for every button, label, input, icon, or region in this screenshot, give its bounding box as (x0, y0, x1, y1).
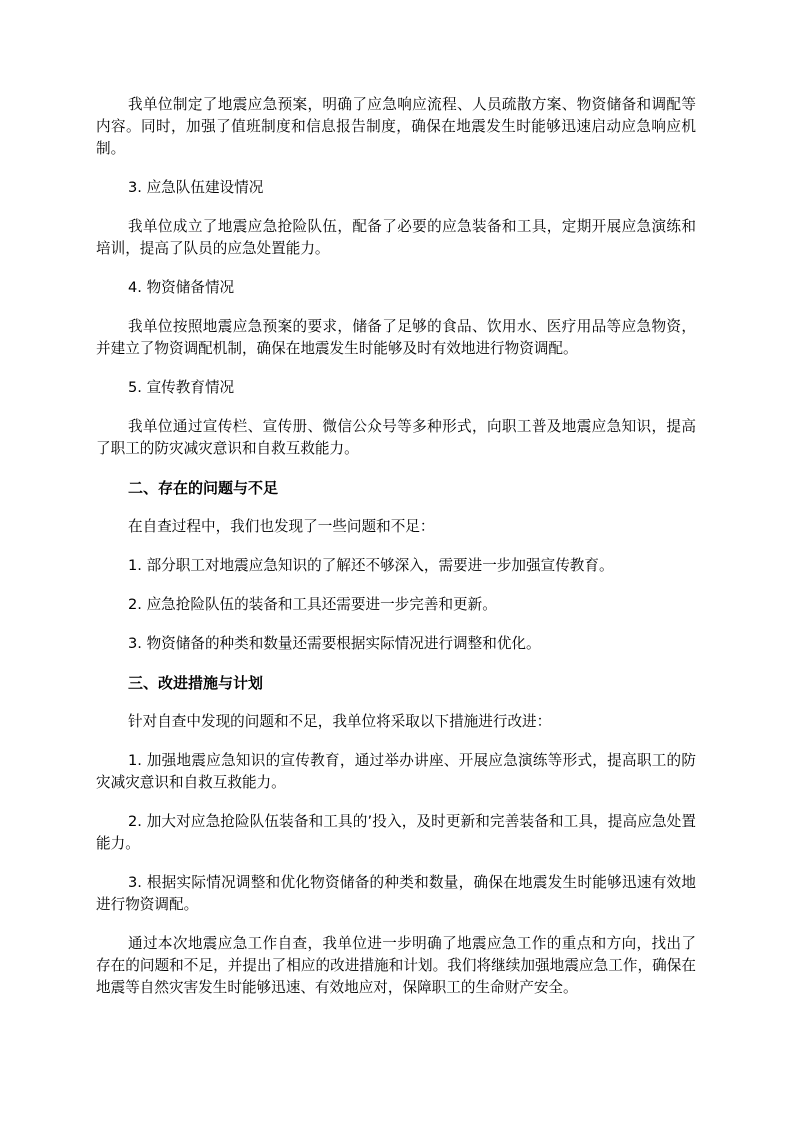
subheading-education: 5. 宣传教育情况 (128, 379, 235, 396)
paragraph-supply-reserve: 我单位按照地震应急预案的要求，储备了足够的食品、饮用水、医疗用品等应急物资，并建立了物资调配机制，确保在地震发生时能够及时有效地进行物资调配。 (96, 318, 696, 357)
list-item-issue: 2. 应急抢险队伍的装备和工具还需要进一步完善和更新。 (128, 596, 497, 613)
paragraph-team-building: 我单位成立了地震应急抢险队伍，配备了必要的应急装备和工具，定期开展应急演练和培训，提高了队员的应急处置能力。 (96, 218, 696, 257)
paragraph-emergency-plan: 我单位制定了地震应急预案，明确了应急响应流程、人员疏散方案、物资储备和调配等内容。同时，加强了值班制度和信息报告制度，确保在地震发生时能够迅速启动应急响应机制。 (96, 96, 696, 157)
document-body (96, 94, 696, 1016)
section-heading-improvements: 三、改进措施与计划 (128, 674, 264, 692)
list-item-measure: 3. 根据实际情况调整和优化物资储备的种类和数量，确保在地震发生时能够迅速有效地进行物资调配。 (96, 874, 696, 913)
subheading-team-building: 3. 应急队伍建设情况 (128, 179, 264, 196)
list-item-issue: 1. 部分职工对地震应急知识的了解还不够深入，需要进一步加强宣传教育。 (128, 557, 614, 574)
paragraph-problems-intro: 在自查过程中，我们也发现了一些问题和不足： (128, 518, 435, 535)
subheading-supply-reserve: 4. 物资储备情况 (128, 279, 235, 296)
list-item-measure: 1. 加强地震应急知识的宣传教育，通过举办讲座、开展应急演练等形式，提高职工的防灾减灾意识和自救互救能力。 (96, 752, 696, 791)
paragraph-education: 我单位通过宣传栏、宣传册、微信公众号等多种形式，向职工普及地震应急知识，提高了职工的防灾减灾意识和自救互救能力。 (96, 418, 696, 457)
section-heading-problems: 二、存在的问题与不足 (128, 479, 279, 497)
list-item-measure: 2. 加大对应急抢险队伍装备和工具的’投入，及时更新和完善装备和工具，提高应急处置能力。 (96, 813, 696, 852)
paragraph-improvements-intro: 针对自查中发现的问题和不足，我单位将采取以下措施进行改进： (128, 713, 552, 730)
list-item-issue: 3. 物资储备的种类和数量还需要根据实际情况进行调整和优化。 (128, 635, 541, 652)
paragraph-conclusion: 通过本次地震应急工作自查，我单位进一步明确了地震应急工作的重点和方向，找出了存在的问题和不足，并提出了相应的改进措施和计划。我们将继续加强地震应急工作，确保在地震等自然灾害发生时能够迅速、有效地应对，保障职工的生命财产安全。 (96, 935, 696, 996)
